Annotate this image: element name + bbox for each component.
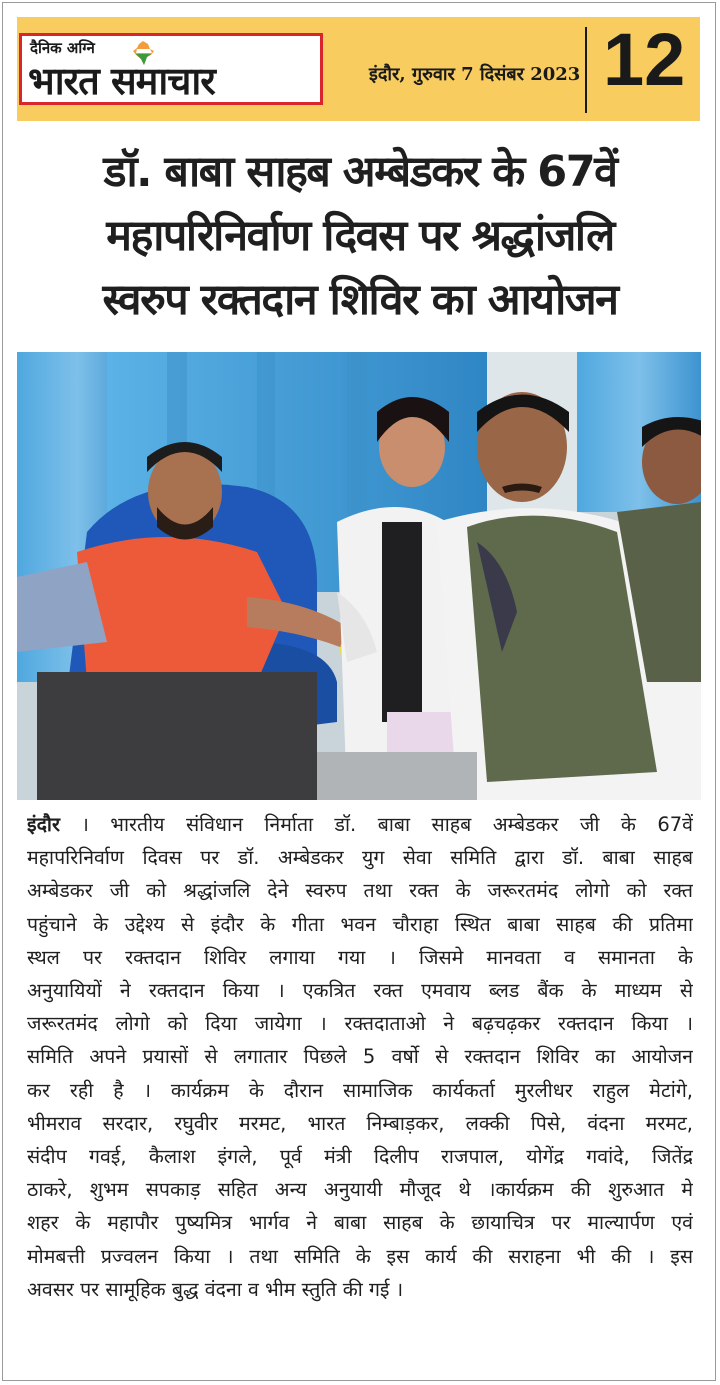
- logo-tagline: दैनिक अग्नि: [30, 39, 95, 57]
- body-line: कर रही है । कार्यक्रम के दौरान सामाजिक कार्यकर्ता मुरलीधर राहुल मेटांगे,: [27, 1078, 693, 1102]
- article-body: [27, 808, 693, 1306]
- body-line: अनुयायियों ने रक्तदान किया । एकत्रित रक्त एमवाय ब्लड बैंक के माध्यम से: [27, 979, 693, 1003]
- body-line-text: । भारतीय संविधान निर्माता डॉ. बाबा साहब अम्बेडकर जी के 67वें: [81, 813, 693, 836]
- headline: [20, 140, 700, 332]
- body-line: स्थल पर रक्तदान शिविर लगाया गया । जिसमे मानवता व समानता के: [27, 945, 693, 969]
- body-line: मोमबत्ती प्रज्वलन किया । तथा समिति के इस कार्य की सराहना भी की । इस: [27, 1244, 693, 1268]
- body-line: जरूरतमंद लोगो को दिया जायेगा । रक्तदाताओ ने बढ़चढ़कर रक्तदान किया ।: [27, 1012, 693, 1036]
- body-line: अवसर पर सामूहिक बुद्ध वंदना व भीम स्तुति की गई ।: [27, 1277, 404, 1301]
- body-line: भीमराव सरदार, रघुवीर मरमट, भारत निम्बाड़कर, लक्की पिसे, वंदना मरमट,: [27, 1111, 693, 1135]
- masthead: [17, 17, 700, 121]
- headline-line-1: डॉ. बाबा साहब अम्बेडकर के 67वें: [103, 147, 617, 197]
- body-line: संदीप गवई, कैलाश इंगले, पूर्व मंत्री दिलीप राजपाल, योगेंद्र गवांदे, जितेंद्र: [27, 1145, 693, 1169]
- body-line: ठाकरे, शुभम सपकाड़ सहित अन्य अनुयायी मौजूद थे ।कार्यक्रम की शुरुआत मे: [27, 1178, 693, 1202]
- blood-donation-photo[interactable]: [17, 352, 701, 800]
- headline-line-3: स्वरुप रक्तदान शिविर का आयोजन: [102, 275, 618, 325]
- body-line: समिति अपने प्रयासों से लगातार पिछले 5 वर्षो से रक्तदान शिविर का आयोजन: [27, 1045, 693, 1069]
- photo-illustration: [17, 352, 701, 800]
- body-line: महापरिनिर्वाण दिवस पर डॉ. अम्बेडकर युग सेवा समिति द्वारा डॉ. बाबा साहब: [27, 846, 693, 870]
- body-place: इंदौर: [27, 813, 60, 836]
- body-line: पहुंचाने के उद्देश्य से इंदौर के गीता भवन चौराहा स्थित बाबा साहब की प्रतिमा: [27, 912, 693, 936]
- page-number: 12: [603, 18, 686, 101]
- body-line: शहर के महापौर पुष्यमित्र भार्गव ने बाबा साहब के छायाचित्र पर माल्यार्पण एवं: [27, 1211, 693, 1235]
- body-line: [27, 808, 693, 841]
- masthead-divider: [585, 27, 587, 113]
- headline-line-2: महापरिनिर्वाण दिवस पर श्रद्धांजलि: [106, 211, 614, 261]
- dateline: इंदौर, गुरुवार 7 दिसंबर 2023: [369, 64, 581, 85]
- body-line: अम्बेडकर जी को श्रद्धांजलि देने स्वरुप तथा रक्त के जरूरतमंद लोगो को रक्त: [27, 879, 693, 903]
- logo-title: भारत समाचार: [28, 58, 215, 103]
- newspaper-logo[interactable]: [19, 33, 323, 105]
